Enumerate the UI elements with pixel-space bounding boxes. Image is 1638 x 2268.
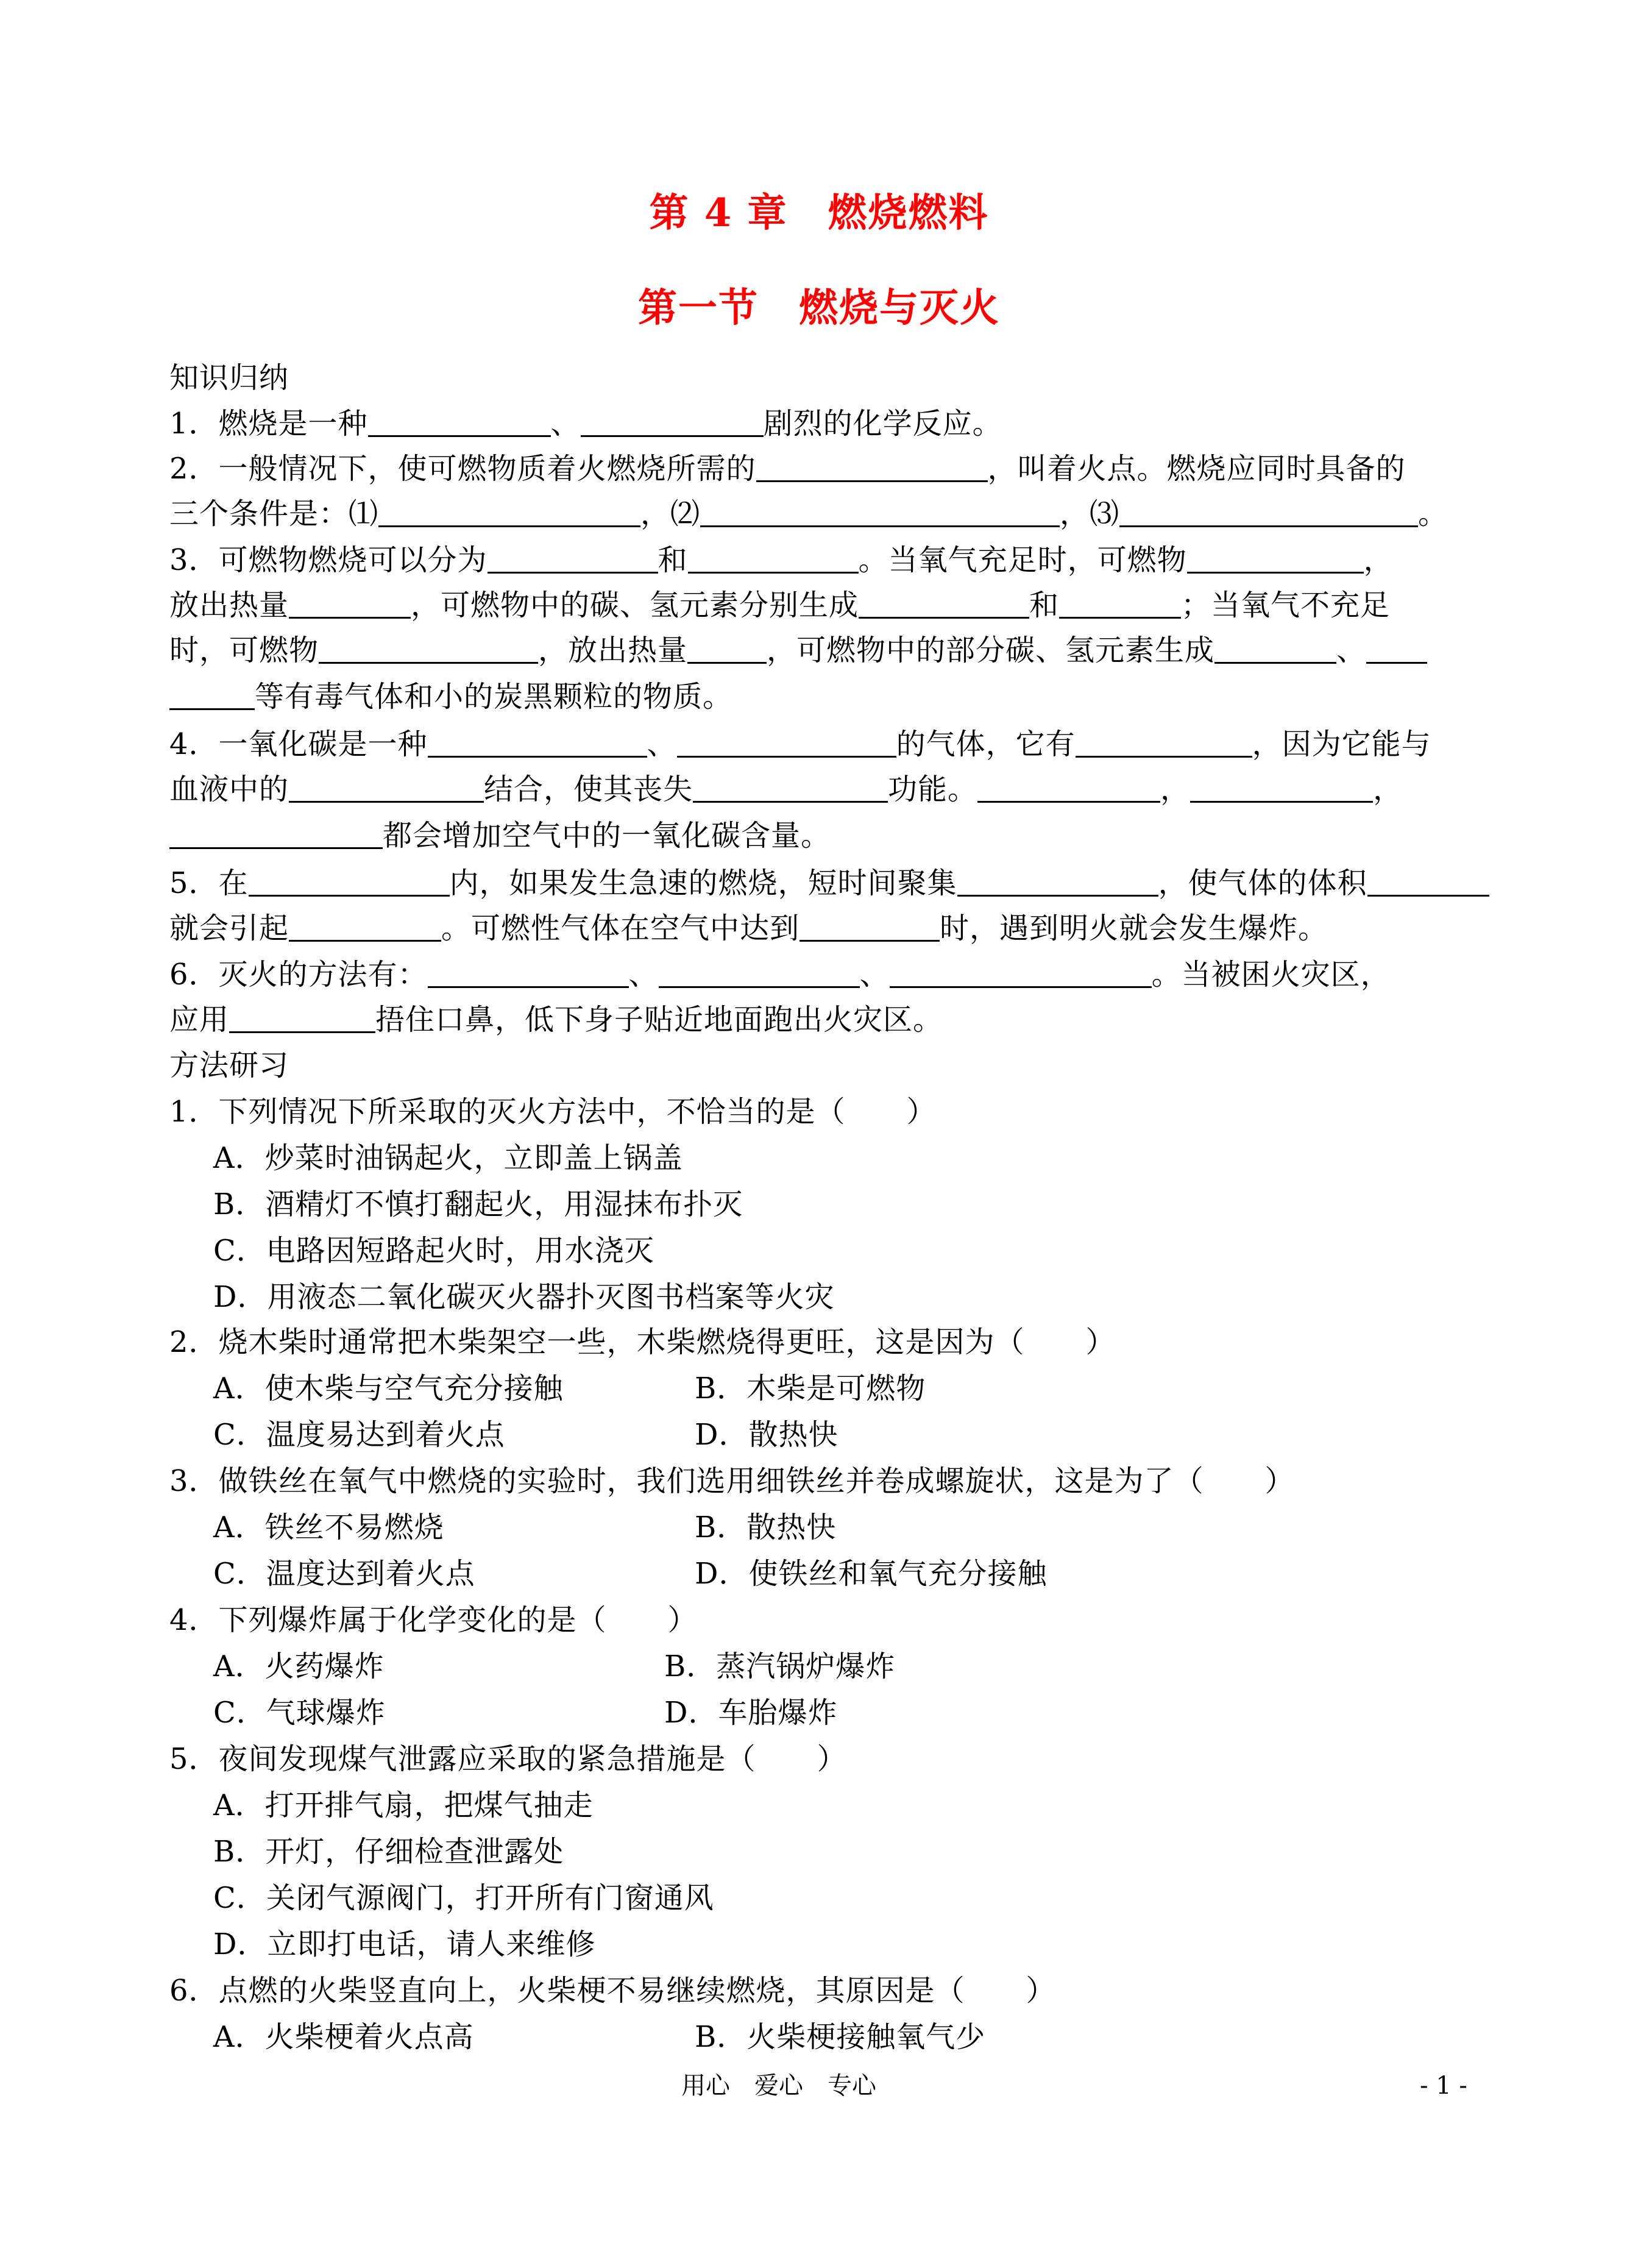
text: ，可燃物中的碳、氢元素分别生成 [411,588,859,622]
text: 。可燃性气体在空气中达到 [441,911,800,945]
text: 剧烈的化学反应。 [763,407,1002,441]
knowledge-q3-line3 [169,635,1427,665]
blank [581,408,764,437]
blank [800,913,940,942]
knowledge-q3-line1 [169,545,1394,575]
text: ） [667,1603,698,1637]
question-4-options-row2 [213,1696,838,1730]
knowledge-q6-line2 [169,1003,943,1037]
knowledge-q5-line1 [169,868,1489,898]
text: ；当氧气不充足 [1181,588,1391,622]
text: ，⑶ [1060,497,1120,531]
text: ，叫着火点。燃烧应同时具备的 [987,452,1406,486]
blank [1366,635,1427,664]
question-5-option-a: A．打开排气扇，把煤气抽走 [213,1788,594,1822]
question-5-option-c: C．关闭气源阀门，打开所有门窗通风 [213,1881,714,1915]
text: 5．在 [169,866,249,900]
knowledge-q4-line1 [169,729,1431,759]
text: 。当被困火灾区， [1151,958,1391,992]
question-2-options-row1 [213,1371,926,1406]
question-3-options-row2 [213,1557,1048,1591]
option-b: B．蒸汽锅炉爆炸 [664,1649,896,1683]
text: 和 [658,543,688,577]
blank [957,868,1158,897]
text: 三个条件是：⑴ [169,497,379,531]
question-5-stem [169,1744,847,1774]
text: ， [1160,772,1191,806]
option-a: A．火柴梗着火点高 [213,2020,474,2054]
text: ，可燃物中的部分碳、氢元素生成 [767,633,1215,667]
question-1-option-b: B．酒精灯不慎打翻起火，用湿抹布扑灭 [213,1187,743,1221]
text: 就会引起 [169,911,289,945]
text: ） [906,1095,937,1129]
blank [700,499,1060,527]
question-1-option-c: C．电路因短路起火时，用水浇灭 [213,1234,654,1268]
text: 时，遇到明火就会发生爆炸。 [940,911,1328,945]
blank [1214,635,1336,664]
blank [169,681,255,710]
text: 功能。 [888,772,978,806]
question-5-option-b: B．开灯，仔细检查泄露处 [213,1835,564,1869]
text: 放出热量 [169,588,289,622]
blank [1187,545,1364,574]
blank [1059,590,1181,619]
text: ， [1373,772,1403,806]
methods-heading: 方法研习 [169,1048,289,1082]
text: 捂住口鼻，低下身子贴近地面跑出火灾区。 [375,1003,943,1037]
text: 血液中的 [169,772,289,806]
text: 。 [1418,497,1448,531]
text: 等有毒气体和小的炭黑颗粒的物质。 [255,680,733,714]
chapter-title: 第 4 章 燃烧燃料 [649,190,989,236]
knowledge-q4-line3 [169,819,831,853]
blank [659,959,860,988]
blank [378,499,640,527]
text: 时，可燃物 [169,633,319,667]
text: 、 [628,958,659,992]
option-c: C．气球爆炸 [213,1696,386,1730]
blank [756,453,988,482]
blank [249,868,450,897]
blank [1076,729,1252,758]
blank [890,959,1152,988]
question-5-option-d: D．立即打电话，请人来维修 [213,1927,596,1961]
blank [289,774,484,803]
blank [229,1004,375,1033]
text: ，使气体的体积 [1158,866,1367,900]
text: 2．烧木柴时通常把木柴架空一些，木柴燃烧得更旺，这是因为（ [169,1325,1025,1359]
text: 3．做铁丝在氧气中燃烧的实验时，我们选用细铁丝并卷成螺旋状，这是为了（ [169,1464,1204,1498]
text: 内，如果发生急速的燃烧，短时间聚集 [449,866,957,900]
text: 6．灭火的方法有： [169,958,428,992]
question-6-options-row1 [213,2020,986,2054]
text: 1．下列情况下所采取的灭火方法中，不恰当的是（ [169,1095,846,1129]
text: ） [1264,1464,1295,1498]
blank [428,729,647,758]
blank [677,729,896,758]
question-1-stem [169,1095,937,1129]
blank [688,545,859,574]
blank [169,820,383,849]
blank [687,635,767,664]
question-4-options-row1 [213,1649,896,1683]
text: 结合，使其丧失 [484,772,693,806]
text: ， [1363,543,1394,577]
blank [977,774,1160,803]
text: ，放出热量 [538,633,688,667]
question-3-stem [169,1466,1295,1496]
blank [693,774,888,803]
blank [488,545,658,574]
section-title: 第一节 燃烧与灭火 [638,285,1000,331]
knowledge-q5-line2 [169,913,1328,943]
text: 、 [859,958,890,992]
blank [1190,774,1373,803]
blank [428,959,629,988]
text: ） [1085,1325,1116,1359]
knowledge-q1 [169,407,1002,441]
text: 4．一氧化碳是一种 [169,727,428,761]
text: 应用 [169,1003,230,1037]
option-d: D．散热快 [695,1418,838,1452]
text: 5．夜间发现煤气泄露应采取的紧急措施是（ [169,1742,756,1776]
text: 和 [1029,588,1060,622]
blank [289,590,411,619]
knowledge-q4-line2 [169,774,1403,804]
question-1-option-a: A．炒菜时油锅起火，立即盖上锅盖 [213,1141,683,1175]
option-d: D．车胎爆炸 [664,1696,838,1730]
question-1-option-d: D．用液态二氧化碳灭火器扑灭图书档案等火灾 [213,1280,835,1314]
question-2-options-row2 [213,1418,838,1452]
option-c: C．温度易达到着火点 [213,1418,505,1452]
text: 6．点燃的火柴竖直向上，火柴梗不易继续燃烧，其原因是（ [169,1974,965,2008]
text: 。当氧气充足时，可燃物 [858,543,1187,577]
text: ） [817,1742,847,1776]
question-3-options-row1 [213,1510,837,1545]
knowledge-q2-line1 [169,452,1406,486]
knowledge-q2-line2 [169,497,1448,531]
knowledge-q3-line4 [169,680,733,714]
knowledge-q3-line2 [169,590,1390,620]
text: 2．一般情况下，使可燃物质着火燃烧所需的 [169,452,756,486]
knowledge-heading: 知识归纳 [169,361,289,395]
option-b: B．散热快 [695,1510,837,1545]
text: 、 [647,727,677,761]
blank [368,408,551,437]
option-b: B．火柴梗接触氧气少 [695,2020,986,2054]
text: ） [1026,1974,1056,2008]
question-4-stem [169,1605,698,1635]
text: ，⑵ [640,497,701,531]
option-b: B．木柴是可燃物 [695,1371,926,1406]
text: 、 [550,407,581,441]
text: 3．可燃物燃烧可以分为 [169,543,488,577]
blank [289,913,441,942]
text: 1．燃烧是一种 [169,407,368,441]
text: 4．下列爆炸属于化学变化的是（ [169,1603,607,1637]
knowledge-q6-line1 [169,958,1391,992]
question-6-stem [169,1974,1056,2008]
option-a: A．使木柴与空气充分接触 [213,1371,564,1406]
text: 都会增加空气中的一氧化碳含量。 [383,819,831,853]
text: ，因为它能与 [1252,727,1431,761]
text: 、 [1336,633,1367,667]
page-number: - 1 - [1420,2072,1467,2100]
text: 的气体，它有 [896,727,1076,761]
option-d: D．使铁丝和氧气充分接触 [695,1557,1048,1591]
blank [859,590,1029,619]
question-2-stem [169,1325,1116,1359]
blank [1119,499,1418,527]
option-c: C．温度达到着火点 [213,1557,475,1591]
footer-motto: 用心 爱心 专心 [681,2072,876,2100]
blank [319,635,538,664]
blank [1367,868,1489,897]
option-a: A．火药爆炸 [213,1649,385,1683]
option-a: A．铁丝不易燃烧 [213,1510,444,1545]
